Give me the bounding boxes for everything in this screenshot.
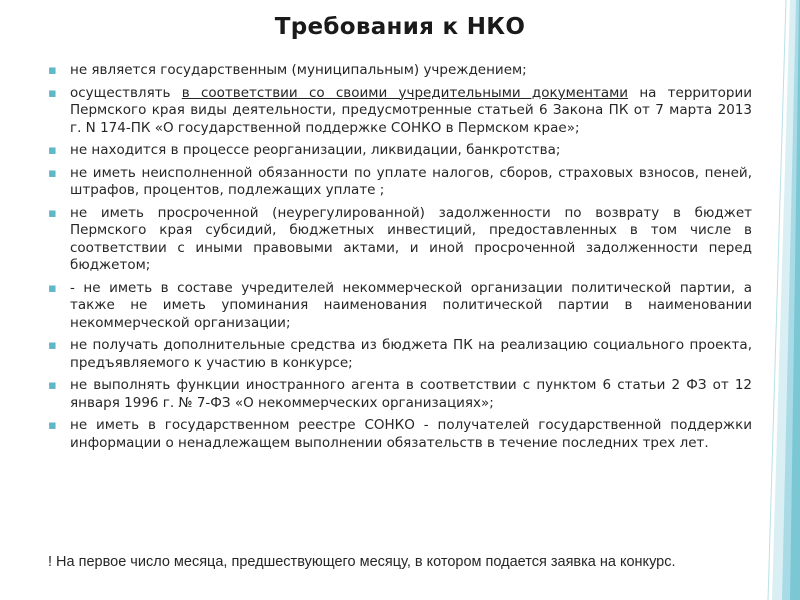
requirement-item (48, 417, 752, 452)
requirement-text: не получать дополнительные средства из бюджета ПК на реализацию социального проекта, предъявляемого к участию в конкурсе; (70, 337, 752, 371)
requirement-item (48, 62, 752, 80)
requirement-item (48, 337, 752, 372)
requirement-text: не является государственным (муниципальным) учреждением; (70, 62, 527, 78)
requirement-text-underlined: в соответствии со своими учредительными документами (181, 84, 629, 101)
footnote: ! На первое число месяца, предшествующего месяцу, в котором подается заявка на конкурс. (48, 554, 676, 570)
requirement-text: - не иметь в составе учредителей некоммерческой организации политической партии, а также не иметь упоминания наименования политической партии в наименовании некоммерческой организации; (70, 279, 752, 331)
bullet-marker-icon: ▪ (48, 378, 57, 393)
bullet-marker-icon: ▪ (48, 205, 57, 221)
requirement-text: на территории Пермского края виды деятельности, предусмотренные статьей 6 Закона ПК от 7 марта 2013 г. N 174-ПК «О государственной поддержке СОНКО в Пермском крае»; (70, 84, 752, 136)
requirement-text: не выполнять функции иностранного агента в соответствии с пунктом 6 статьи 2 ФЗ от 12 января 1996 г. № 7-ФЗ «О некоммерческих организациях»; (70, 377, 752, 411)
bullet-marker-icon: ▪ (48, 143, 57, 158)
requirement-item (48, 142, 752, 160)
decorative-right-stripes (760, 0, 800, 600)
requirement-text: не находится в процессе реорганизации, ликвидации, банкротства; (70, 142, 561, 158)
requirement-text: не иметь в государственном реестре СОНКО - получателей государственной поддержки информации о ненадлежащем выполнении обязательств в течение последних трех лет. (70, 417, 752, 451)
requirements-list (48, 62, 752, 457)
bullet-marker-icon: ▪ (48, 338, 57, 353)
bullet-marker-icon: ▪ (48, 418, 57, 433)
requirement-item (48, 85, 752, 138)
requirement-text: осуществлять (70, 84, 182, 101)
bullet-marker-icon: ▪ (48, 85, 57, 101)
slide-title: Требования к НКО (274, 14, 526, 40)
bullet-marker-icon: ▪ (48, 165, 57, 181)
requirement-item (48, 377, 752, 412)
requirement-text: не иметь неисполненной обязанности по уплате налогов, сборов, страховых взносов, пеней, штрафов, процентов, подлежащих уплате ; (70, 164, 752, 198)
bullet-marker-icon: ▪ (48, 280, 57, 296)
requirement-item (48, 165, 752, 200)
requirement-item (48, 280, 752, 333)
requirement-text: не иметь просроченной (неурегулированной) задолженности по возврату в бюджет Пермского края субсидий, бюджетных инвестиций, предоставленных в том числе в соответствии с иными правовыми актами, и иной просроченной задолженности перед бюджетом; (70, 204, 752, 273)
bullet-marker-icon: ▪ (48, 63, 57, 78)
requirement-item (48, 205, 752, 275)
